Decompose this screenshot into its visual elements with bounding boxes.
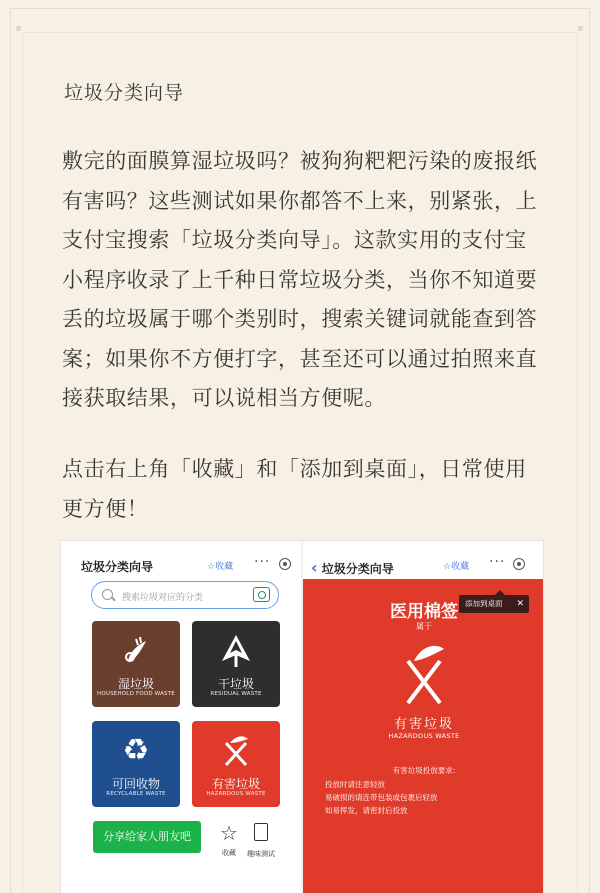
residual-waste-icon bbox=[192, 631, 280, 671]
tile-label: 有害垃圾 bbox=[211, 777, 260, 791]
tile-sublabel: RECYCLABLE WASTE bbox=[106, 791, 166, 797]
right-screen bbox=[303, 541, 544, 893]
tile-label: 干垃圾 bbox=[217, 677, 254, 691]
requirement-item: 易破损的请连带包装或包裹后轻放 bbox=[325, 793, 438, 802]
app-title: 垃圾分类向导 bbox=[81, 560, 154, 574]
hazardous-icon bbox=[192, 731, 280, 771]
quiz-button[interactable] bbox=[243, 823, 279, 859]
recycle-icon: ♻ bbox=[122, 733, 150, 768]
share-button[interactable]: 分享给家人朋友吧 bbox=[93, 821, 201, 853]
search-placeholder: 搜索垃圾对应的分类 bbox=[122, 593, 204, 603]
collect-label: 收藏 bbox=[222, 849, 236, 857]
tile-label: 可回收物 bbox=[111, 777, 160, 791]
hazardous-icon bbox=[303, 637, 544, 709]
tile-sublabel: HOUSEHOLD FOOD WASTE bbox=[96, 691, 175, 697]
camera-icon[interactable] bbox=[253, 587, 270, 602]
star-icon: ☆ bbox=[220, 821, 238, 845]
food-waste-icon bbox=[92, 631, 180, 671]
app-title: 垃圾分类向导 bbox=[321, 562, 394, 576]
close-miniapp-icon[interactable] bbox=[279, 558, 291, 570]
more-menu-button[interactable]: ··· bbox=[489, 554, 506, 570]
search-icon bbox=[102, 589, 113, 600]
collect-button[interactable] bbox=[211, 823, 247, 858]
app-screenshots bbox=[60, 540, 544, 893]
article-paragraph-2: 点击右上角「收藏」和「添加到桌面」，日常使用更方便！ bbox=[62, 457, 527, 521]
quiz-label: 趣味测试 bbox=[247, 850, 275, 858]
search-input[interactable] bbox=[91, 581, 279, 609]
tile-sublabel: RESIDUAL WASTE bbox=[210, 691, 262, 697]
item-name: 医用棉签 bbox=[390, 602, 458, 622]
tile-label: 湿垃圾 bbox=[117, 677, 154, 691]
frame-corner-dot bbox=[578, 26, 583, 31]
article-heading: 垃圾分类向导 bbox=[64, 82, 185, 104]
result-panel bbox=[303, 579, 544, 893]
tile-recyclable[interactable] bbox=[92, 721, 180, 807]
belongs-label: 属于 bbox=[416, 622, 432, 631]
category-sublabel: HAZARDOUS WASTE bbox=[388, 732, 460, 740]
document-icon bbox=[254, 823, 268, 841]
left-screen bbox=[61, 541, 301, 893]
category-label: 有害垃圾 bbox=[393, 717, 454, 732]
tile-residual-waste[interactable] bbox=[192, 621, 280, 707]
frame-corner-dot bbox=[16, 26, 21, 31]
add-to-desktop-tooltip[interactable] bbox=[459, 595, 529, 613]
favorite-button[interactable]: ☆收藏 bbox=[207, 562, 234, 572]
tile-sublabel: HAZARDOUS WASTE bbox=[206, 791, 266, 797]
requirements-title: 有害垃圾投放要求: bbox=[392, 766, 456, 775]
close-miniapp-icon[interactable] bbox=[513, 558, 525, 570]
tile-hazardous[interactable] bbox=[192, 721, 280, 807]
tile-food-waste[interactable] bbox=[92, 621, 180, 707]
requirements-list bbox=[325, 778, 438, 817]
requirement-item: 如易挥发，请密封后投放 bbox=[325, 806, 408, 815]
tooltip-label: 添加到桌面 bbox=[465, 599, 503, 608]
favorite-button[interactable]: ☆收藏 bbox=[443, 562, 470, 572]
back-chevron-icon: ‹ bbox=[311, 558, 318, 577]
more-menu-button[interactable]: ··· bbox=[254, 554, 271, 570]
close-icon[interactable]: ✕ bbox=[516, 599, 524, 609]
article-paragraph-1: 敷完的面膜算湿垃圾吗？被狗狗粑粑污染的废报纸有害吗？这些测试如果你都答不上来，别紧张，上支付宝搜索「垃圾分类向导」。这款实用的支付宝小程序收录了上千种日常垃圾分类，当你不知道要丢的垃圾属于哪个类别时，搜索关键词就能查到答案；如果你不方便打字，甚至还可以通过拍照来直接获取结果，可以说相当方便呢。 bbox=[62, 149, 538, 410]
back-button[interactable] bbox=[311, 558, 394, 577]
requirement-item: 投放时请注意轻放 bbox=[325, 780, 385, 789]
